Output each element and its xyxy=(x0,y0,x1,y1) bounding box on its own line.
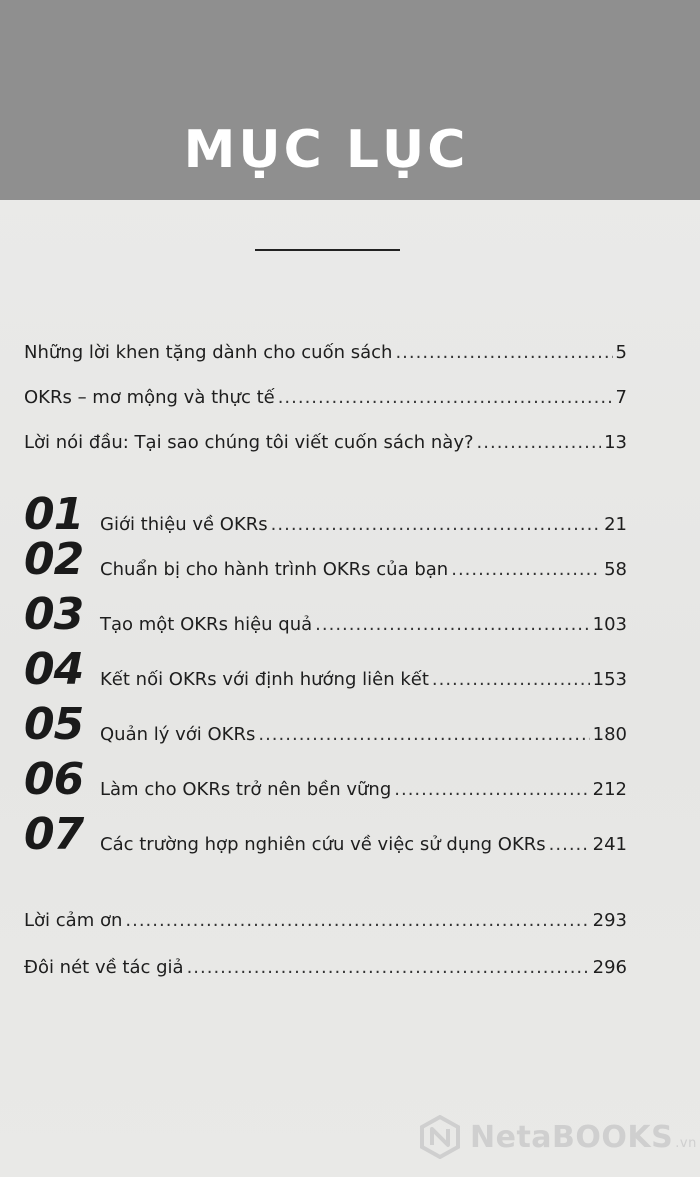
chapter-number: 05 xyxy=(24,699,84,750)
toc-entry-page: 13 xyxy=(604,432,627,453)
watermark-suffix: .vn xyxy=(675,1135,697,1151)
watermark-brand: NetaBOOKS xyxy=(470,1119,674,1155)
chapter-number: 02 xyxy=(24,534,84,585)
toc-entry-page: 180 xyxy=(592,724,627,745)
toc-entry-praise xyxy=(24,340,627,366)
chapter-number: 07 xyxy=(24,809,84,860)
toc-entry-label: Kết nối OKRs với định hướng liên kết xyxy=(100,669,429,690)
dot-leader xyxy=(187,955,590,981)
toc-entry-chapter-4 xyxy=(100,667,627,693)
toc-entry-page: 58 xyxy=(604,559,627,580)
toc-entry-foreword xyxy=(24,430,627,456)
toc-entry-page: 103 xyxy=(592,614,627,635)
toc-entry-label: Chuẩn bị cho hành trình OKRs của bạn xyxy=(100,559,449,580)
dot-leader xyxy=(271,512,601,538)
dot-leader xyxy=(432,667,590,693)
toc-entry-label: Những lời khen tặng dành cho cuốn sách xyxy=(24,342,393,363)
toc-entry-chapter-2 xyxy=(100,557,627,583)
toc-entry-chapter-3 xyxy=(100,612,627,638)
toc-entry-label: Lời cảm ơn xyxy=(24,910,123,931)
dot-leader xyxy=(258,722,589,748)
toc-entry-page: 7 xyxy=(615,387,627,408)
toc-entry-label: Tạo một OKRs hiệu quả xyxy=(100,614,313,635)
toc-entry-chapter-6 xyxy=(100,777,627,803)
dot-leader xyxy=(315,612,589,638)
toc-entry-chapter-5 xyxy=(100,722,627,748)
dot-leader xyxy=(549,832,590,858)
page-title: MỤC LỤC xyxy=(183,120,469,180)
toc-entry-page: 296 xyxy=(592,957,627,978)
toc-entry-page: 5 xyxy=(615,342,627,363)
toc-entry-label: Các trường hợp nghiên cứu về việc sử dụng OKRs xyxy=(100,834,546,855)
toc-entry-page: 21 xyxy=(604,514,627,535)
toc-entry-page: 212 xyxy=(592,779,627,800)
title-divider xyxy=(255,249,400,251)
toc-entry-label: Làm cho OKRs trở nên bền vững xyxy=(100,779,392,800)
dot-leader xyxy=(451,557,601,583)
toc-entry-label: Lời nói đầu: Tại sao chúng tôi viết cuốn sách này? xyxy=(24,432,474,453)
dot-leader xyxy=(278,385,613,411)
chapter-number: 03 xyxy=(24,589,84,640)
netabooks-logo-icon xyxy=(418,1115,462,1159)
toc-entry-page: 293 xyxy=(592,910,627,931)
toc-entry-chapter-1 xyxy=(100,512,627,538)
toc-entry-label: Quản lý với OKRs xyxy=(100,724,256,745)
dot-leader xyxy=(395,340,612,366)
chapter-number: 04 xyxy=(24,644,84,695)
chapter-number: 01 xyxy=(24,489,84,540)
watermark xyxy=(418,1115,697,1159)
dot-leader xyxy=(477,430,602,456)
toc-entry-chapter-7 xyxy=(100,832,627,858)
toc-entry-label: Đôi nét về tác giả xyxy=(24,957,184,978)
toc-entry-about-authors xyxy=(24,955,627,981)
toc-entry-page: 153 xyxy=(592,669,627,690)
chapter-number: 06 xyxy=(24,754,84,805)
toc-entry-acknowledgements xyxy=(24,908,627,934)
toc-entry-page: 241 xyxy=(592,834,627,855)
toc-entry-label: Giới thiệu về OKRs xyxy=(100,514,268,535)
toc-entry-label: OKRs – mơ mộng và thực tế xyxy=(24,387,275,408)
toc-entry-okrs-dream xyxy=(24,385,627,411)
dot-leader xyxy=(125,908,589,934)
dot-leader xyxy=(394,777,589,803)
